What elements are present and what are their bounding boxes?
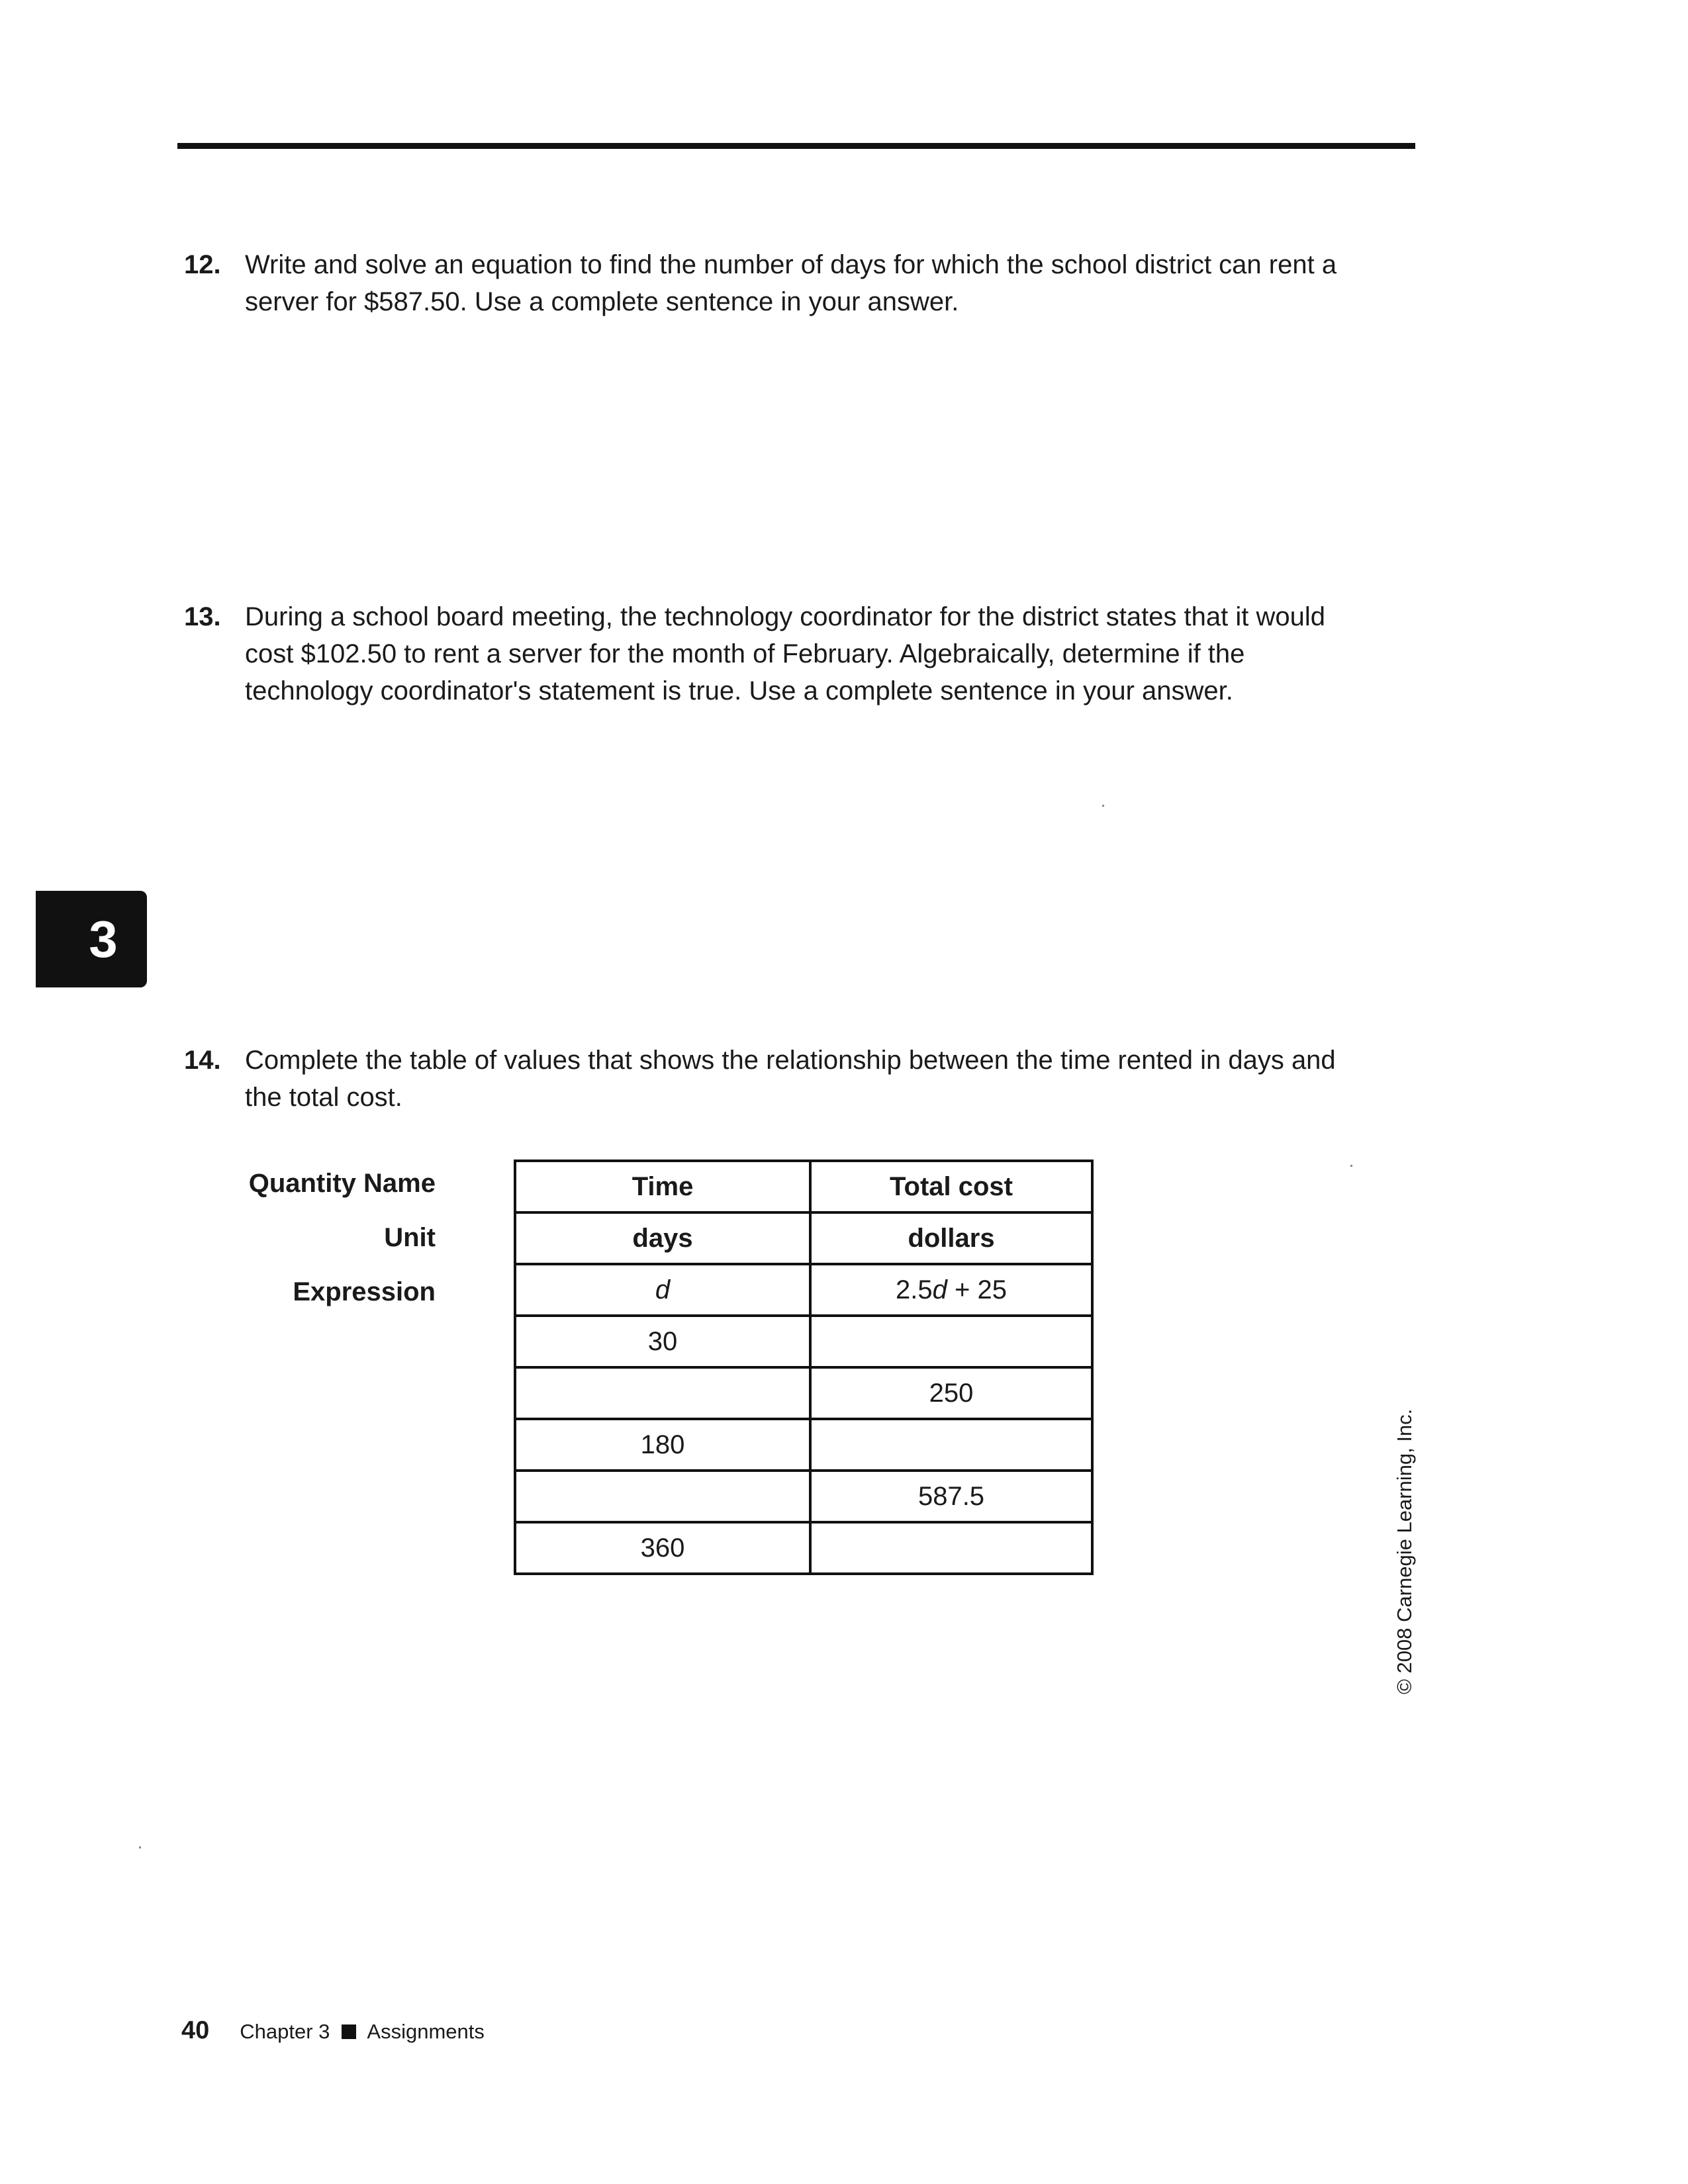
expression-variable: d xyxy=(655,1275,671,1304)
page-footer xyxy=(181,2016,485,2046)
cell-time-expression xyxy=(515,1264,810,1316)
cell-time-value[interactable]: 30 xyxy=(515,1316,810,1367)
question-12 xyxy=(184,246,1349,320)
row-label-quantity-name: Quantity Name xyxy=(248,1169,436,1198)
footer-section: Assignments xyxy=(367,2020,485,2043)
footer-chapter: Chapter 3 xyxy=(240,2020,330,2043)
question-number: 14. xyxy=(184,1046,221,1075)
table-row-unit xyxy=(515,1212,1092,1264)
expression-constant: + 25 xyxy=(947,1275,1007,1304)
cell-time-value[interactable] xyxy=(515,1367,810,1419)
cell-cost-value[interactable] xyxy=(810,1522,1092,1574)
cell-time-header: Time xyxy=(515,1161,810,1212)
table-row xyxy=(515,1522,1092,1574)
question-text: Write and solve an equation to find the number of days for which the school district can rent a server for $587.50. Use a complete sentence in your answer. xyxy=(245,250,1337,316)
table-row-quantity-name xyxy=(515,1161,1092,1212)
cell-cost-value[interactable] xyxy=(810,1419,1092,1471)
table-row xyxy=(515,1367,1092,1419)
expression-variable: d xyxy=(932,1275,947,1304)
cell-cost-value[interactable]: 250 xyxy=(810,1367,1092,1419)
copyright-notice: © 2008 Carnegie Learning, Inc. xyxy=(1393,1408,1416,1694)
row-label-unit: Unit xyxy=(384,1223,436,1252)
separator-square-icon xyxy=(342,2025,356,2039)
table-row xyxy=(515,1419,1092,1471)
question-text: During a school board meeting, the technology coordinator for the district states that it would cost $102.50 to rent a server for the month of February. Algebraically, determine if the technology coordinator's statement is true. Use a complete sentence in your answer. xyxy=(245,602,1326,705)
top-rule xyxy=(177,143,1415,149)
page-number: 40 xyxy=(181,2017,210,2044)
table-row-labels xyxy=(199,1165,436,1328)
row-label-expression: Expression xyxy=(293,1277,436,1306)
question-13 xyxy=(184,598,1349,709)
cell-cost-expression xyxy=(810,1264,1092,1316)
scan-speck xyxy=(1350,1165,1352,1167)
scan-speck xyxy=(1102,805,1104,807)
cell-time-value[interactable]: 180 xyxy=(515,1419,810,1471)
table-row-expression xyxy=(515,1264,1092,1316)
chapter-tab-number: 3 xyxy=(89,909,118,968)
table-of-values xyxy=(514,1160,1094,1575)
scan-speck xyxy=(139,1846,141,1848)
table-row xyxy=(515,1316,1092,1367)
table-row xyxy=(515,1471,1092,1522)
cell-time-value[interactable] xyxy=(515,1471,810,1522)
cell-total-cost-header: Total cost xyxy=(810,1161,1092,1212)
question-14 xyxy=(184,1042,1349,1116)
question-number: 13. xyxy=(184,602,221,631)
cell-time-value[interactable]: 360 xyxy=(515,1522,810,1574)
cell-time-unit: days xyxy=(515,1212,810,1264)
cell-cost-value[interactable]: 587.5 xyxy=(810,1471,1092,1522)
question-number: 12. xyxy=(184,250,221,279)
cell-cost-value[interactable] xyxy=(810,1316,1092,1367)
question-text: Complete the table of values that shows the relationship between the time rented in days and the total cost. xyxy=(245,1046,1336,1112)
expression-coefficient: 2.5 xyxy=(896,1275,933,1304)
chapter-tab xyxy=(36,891,147,987)
cell-cost-unit: dollars xyxy=(810,1212,1092,1264)
